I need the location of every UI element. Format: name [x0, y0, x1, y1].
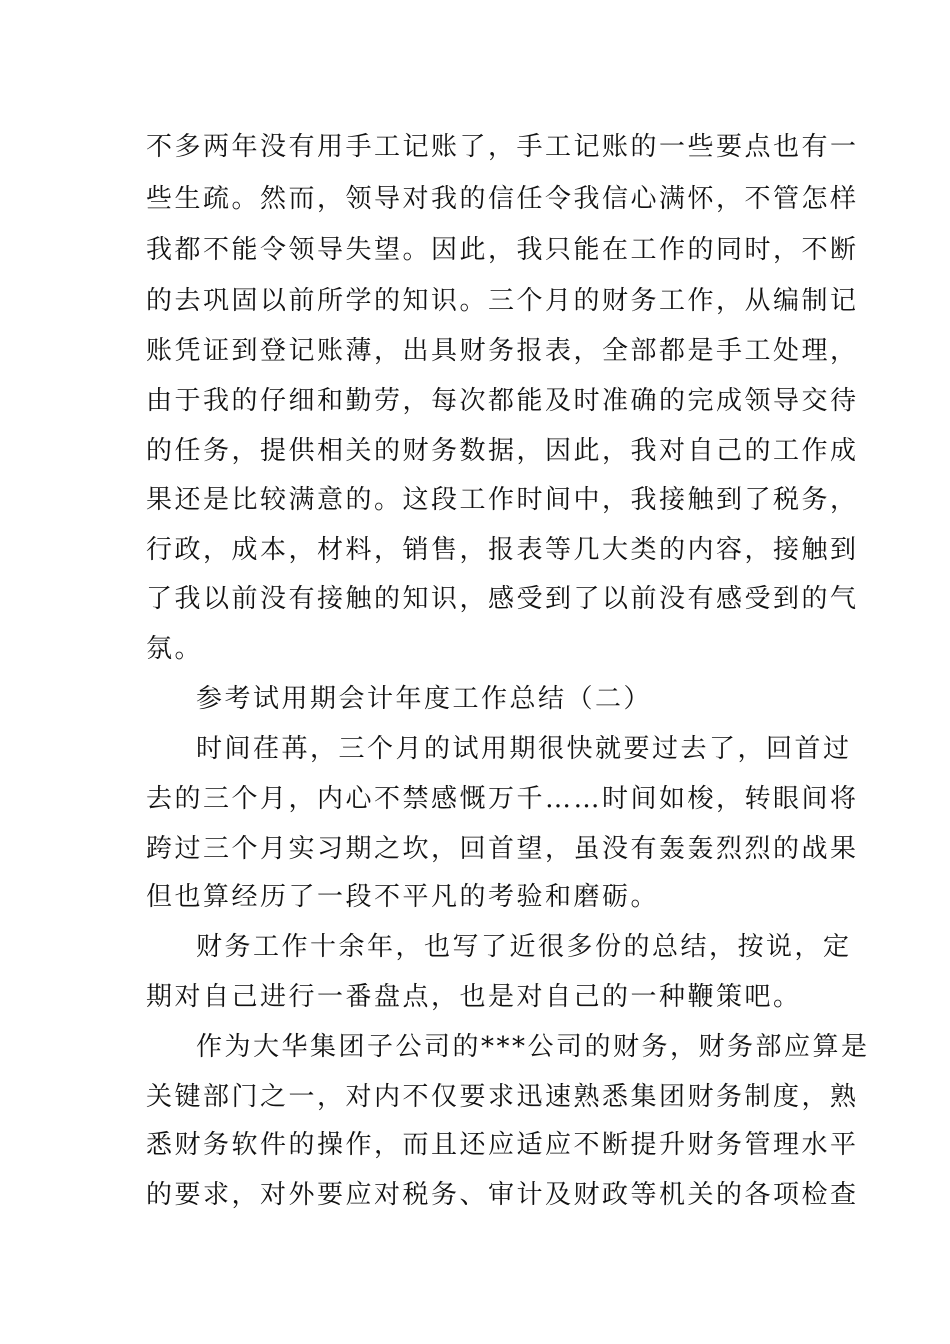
body-line: 不多两年没有用手工记账了，手工记账的一些要点也有一	[146, 132, 859, 162]
body-line: 我都不能令领导失望。因此，我只能在工作的同时，不断	[146, 235, 859, 265]
body-line: 行政，成本，材料，销售，报表等几大类的内容，接触到	[146, 535, 859, 565]
body-line: 跨过三个月实习期之坎，回首望，虽没有轰轰烈烈的战果	[146, 834, 859, 864]
body-line: 时间荏苒，三个月的试用期很快就要过去了，回首过	[196, 734, 852, 764]
body-line: 的要求，对外要应对税务、审计及财政等机关的各项检查	[146, 1180, 859, 1210]
body-line: 氛。	[146, 634, 204, 664]
body-line: 些生疏。然而，领导对我的信任令我信心满怀，不管怎样	[146, 184, 859, 214]
body-line: 期对自己进行一番盘点，也是对自己的一种鞭策吧。	[146, 982, 802, 1012]
body-line: 作为大华集团子公司的***公司的财务，财务部应算是	[196, 1032, 870, 1062]
body-line: 悉财务软件的操作，而且还应适应不断提升财务管理水平	[146, 1130, 859, 1160]
body-line: 的去巩固以前所学的知识。三个月的财务工作，从编制记	[146, 286, 859, 316]
body-line: 了我以前没有接触的知识，感受到了以前没有感受到的气	[146, 584, 859, 614]
body-line: 但也算经历了一段不平凡的考验和磨砺。	[146, 882, 660, 912]
body-line: 财务工作十余年，也写了近很多份的总结，按说，定	[196, 932, 852, 962]
section-heading: 参考试用期会计年度工作总结（二）	[196, 684, 653, 714]
body-line: 由于我的仔细和勤劳，每次都能及时准确的完成领导交待	[146, 386, 859, 416]
body-line: 的任务，提供相关的财务数据，因此，我对自己的工作成	[146, 436, 859, 466]
body-line: 账凭证到登记账薄，出具财务报表，全部都是手工处理，	[146, 336, 859, 366]
body-line: 去的三个月，内心不禁感慨万千……时间如梭，转眼间将	[146, 784, 859, 814]
body-line: 关键部门之一，对内不仅要求迅速熟悉集团财务制度，熟	[146, 1082, 859, 1112]
body-line: 果还是比较满意的。这段工作时间中，我接触到了税务，	[146, 485, 859, 515]
